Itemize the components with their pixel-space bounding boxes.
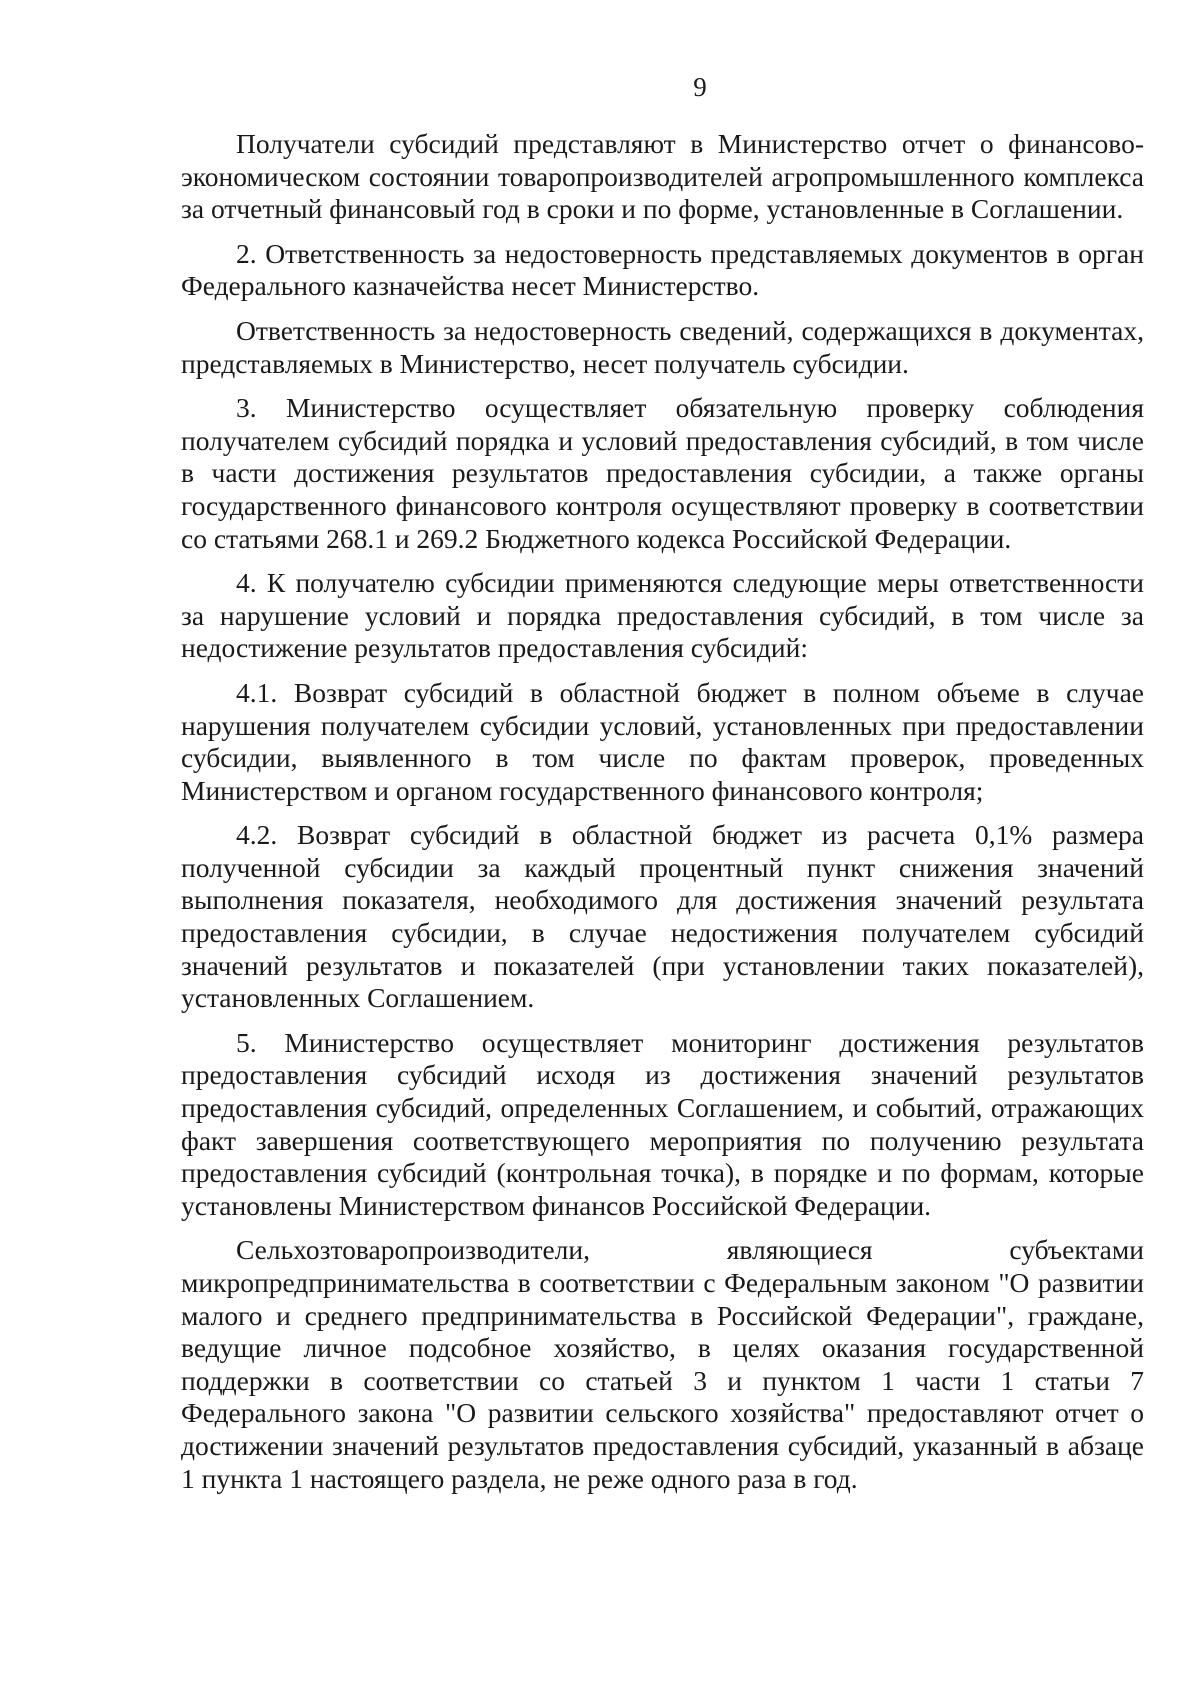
page-number: 9 [693,72,707,102]
paragraph-4-liability-measures: 4. К получателю субсидии применяются следующие меры ответственности за нарушение условий и порядка предоставления субсидий, в том числе за недостижение результатов предоставления субсидий: [181,567,1144,664]
paragraph-5-monitoring: 5. Министерство осуществляет мониторинг достижения результатов предоставления субсидий исходя из достижения значений результатов предоставления субсидий, определенных Соглашением, и событий, отражающих факт завершения соответствующего мероприятия по получению результата предоставления субсидий (контрольная точка), в порядке и по формам, которые установлены Министерством финансов Российской Федерации. [181,1026,1144,1221]
paragraph-4-2-partial-refund: 4.2. Возврат субсидий в областной бюджет из расчета 0,1% размера полученной субсидии за каждый процентный пункт снижения значений выполнения показателя, необходимого для достижения значений результата предоставления субсидии, в случае недостижения получателем субсидий значений результатов и показателей (при установлении таких показателей), установленных Соглашением. [181,819,1144,1014]
paragraph-small-producers-report: Сельхозтоваропроизводители, являющиеся субъектами микропредпринимательства в соответствии с Федеральным законом "О развитии малого и среднего предпринимательства в Российской Федерации", граждане, ведущие личное подсобное хозяйство, в целях оказания государственной поддержки в соответствии со статьей 3 и пунктом 1 части 1 статьи 7 Федерального закона "О развитии сельского хозяйства" предоставляют отчет о достижении значений результатов предоставления субсидий, указанный в абзаце 1 пункта 1 настоящего раздела, не реже одного раза в год. [181,1234,1144,1494]
paragraph-report-submission: Получатели субсидий представляют в Министерство отчет о финансово-экономическом состоянии товаропроизводителей агропромышленного комплекса за отчетный финансовый год в сроки и по форме, установленные в Соглашении. [181,128,1144,225]
paragraph-responsibility-information: Ответственность за недостоверность сведений, содержащихся в документах, представляемых в Министерство, несет получатель субсидии. [181,314,1144,379]
document-body [181,128,1144,1495]
paragraph-3-ministry-verification: 3. Министерство осуществляет обязательную проверку соблюдения получателем субсидий порядка и условий предоставления субсидий, в том числе в части достижения результатов предоставления субсидии, а также органы государственного финансового контроля осуществляют проверку в соответствии со статьями 268.1 и 269.2 Бюджетного кодекса Российской Федерации. [181,392,1144,554]
paragraph-2-responsibility-documents: 2. Ответственность за недостоверность представляемых документов в орган Федерального казначейства несет Министерство. [181,237,1144,302]
paragraph-4-1-full-refund: 4.1. Возврат субсидий в областной бюджет в полном объеме в случае нарушения получателем субсидии условий, установленных при предоставлении субсидии, выявленного в том числе по фактам проверок, проведенных Министерством и органом государственного финансового контроля; [181,676,1144,806]
